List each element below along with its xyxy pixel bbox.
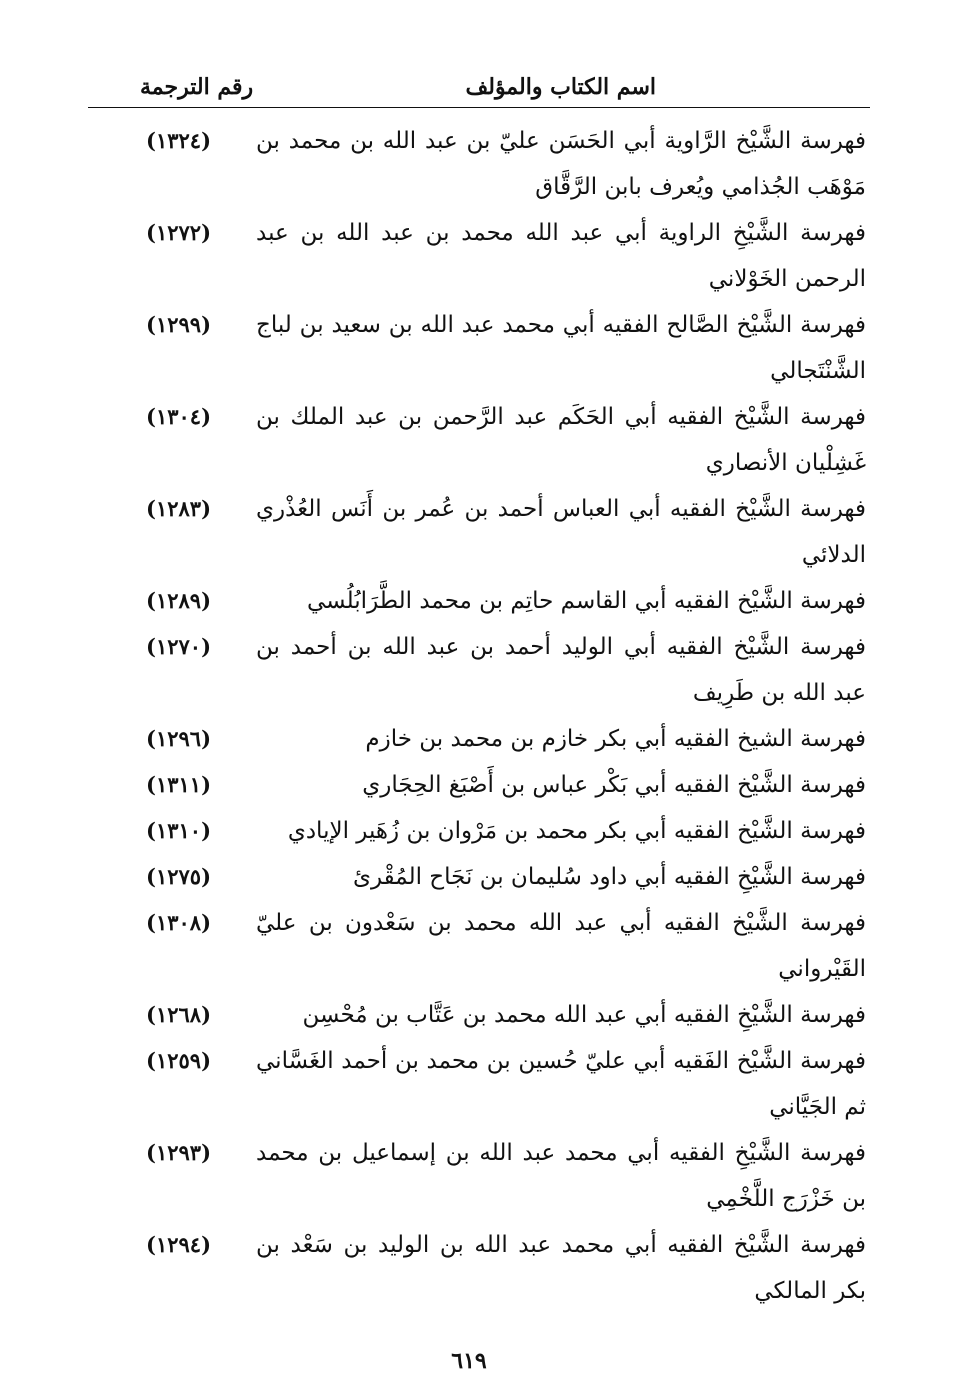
entry-number: (١٣١٠): [146, 818, 211, 843]
entry-title: فهرسة الشَّيْخ الفقيه أبي محمد عبد الله بن الوليد بن سَعْد بن بكر المالكي: [256, 1232, 866, 1304]
entry-title: فهرسة الشيخ الفقيه أبي بكر خازم بن محمد بن خازم: [365, 726, 866, 752]
entry-number: (١٢٦٨): [146, 1002, 211, 1027]
entry-number: (١٢٩٩): [146, 312, 211, 337]
entry-title: فهرسة الشَّيْخ الفقيه أبي العباس أحمد بن عُمر بن أَنَس العُذْري الدلائي: [256, 496, 866, 568]
index-entry: [96, 486, 866, 578]
page-number: ٦١٩: [451, 1348, 487, 1374]
entry-title: فهرسة الشَّيْخِ الفقيه أبي داود سُليمان بن نَجَاح المُقْرئ: [352, 864, 866, 890]
index-entry: [96, 578, 866, 624]
entry-number: (١٢٨٣): [146, 496, 211, 521]
index-entry: [96, 900, 866, 992]
index-entry: [96, 394, 866, 486]
entry-number: (١٢٩٤): [146, 1232, 211, 1257]
entry-number: (١٢٧٥): [146, 864, 211, 889]
table-header: [90, 74, 870, 106]
index-entry: [96, 302, 866, 394]
entry-number: (١٢٧٠): [146, 634, 211, 659]
index-entry: [96, 808, 866, 854]
index-entry: [96, 992, 866, 1038]
entry-title: فهرسة الشَّيْخِ الفقيه أبي محمد عبد الله بن إسماعيل بن محمد بن خَزْرَج اللَّخْمِي: [256, 1140, 866, 1212]
entry-number: (١٢٥٩): [146, 1048, 211, 1073]
index-entry: [96, 854, 866, 900]
book-author-column-heading: اسم الكتاب والمؤلف: [465, 74, 656, 100]
entry-number: (١٢٧٢): [146, 220, 211, 245]
index-entry: [96, 1222, 866, 1314]
index-entry: [96, 210, 866, 302]
entry-number: (١٢٩٦): [146, 726, 211, 751]
entry-title: فهرسة الشَّيْخ الفقيه أبي عبد الله محمد بن سَعْدون بن عليّ القَيْرواني: [256, 910, 866, 982]
entry-title: فهرسة الشَّيْخ الفقيه أبي القاسم حاتِم بن محمد الطَّرَابُلُسي: [306, 588, 866, 614]
entry-title: فهرسة الشَّيْخِ الراوية أبي عبد الله محمد بن عبد الله بن عبد الرحمن الخَوْلاني: [256, 220, 866, 292]
entry-number: (١٢٩٣): [146, 1140, 211, 1165]
entry-title: فهرسة الشَّيْخ الفَقيه أبي عليّ حُسين بن محمد بن أحمد الغَسَّاني ثم الجَيَّاني: [256, 1048, 866, 1120]
entry-title: فهرسة الشَّيْخ الصَّالح الفقيه أبي محمد عبد الله بن سعيد بن لباج الشَّنْتَجالي: [256, 312, 866, 384]
header-divider: [88, 107, 870, 108]
index-entry: [96, 1130, 866, 1222]
index-entry: [96, 118, 866, 210]
entry-title: فهرسة الشَّيْخ الرَّاوية أبي الحَسَن عليّ بن عبد الله بن محمد بن مَوْهَب الجُذامي ويُعرف بابن الرَّقَّاق: [256, 128, 866, 200]
index-entry: [96, 762, 866, 808]
entry-title: فهرسة الشَّيْخِ الفقيه أبي عبد الله محمد بن عَتَّاب بن مُحْسِن: [302, 1002, 866, 1028]
entry-number: (١٣٠٤): [146, 404, 211, 429]
entry-number: (١٣١١): [146, 772, 211, 797]
entry-title: فهرسة الشَّيْخ الفقيه أبي بكر محمد بن مَرْوان بن زُهَير الإيادي: [287, 818, 866, 844]
entry-number-column-heading: رقم الترجمة: [140, 74, 254, 100]
entry-title: فهرسة الشَّيْخ الفقيه أبي الحَكَم عبد الرَّحمن بن عبد الملك بن غَشِلْيان الأنصاري: [256, 404, 866, 476]
entry-title: فهرسة الشَّيْخ الفقيه أبي الوليد أحمد بن عبد الله بن أحمد بن عبد الله بن طَرِيف: [256, 634, 866, 706]
index-entries: [96, 118, 866, 1314]
entry-number: (١٣٢٤): [146, 128, 211, 153]
index-entry: [96, 716, 866, 762]
index-entry: [96, 1038, 866, 1130]
entry-number: (١٢٨٩): [146, 588, 211, 613]
entry-title: فهرسة الشَّيْخ الفقيه أبي بَكْر عباس بن أَصْبَغ الحِجَاري: [362, 772, 866, 798]
index-entry: [96, 624, 866, 716]
entry-number: (١٣٠٨): [146, 910, 211, 935]
